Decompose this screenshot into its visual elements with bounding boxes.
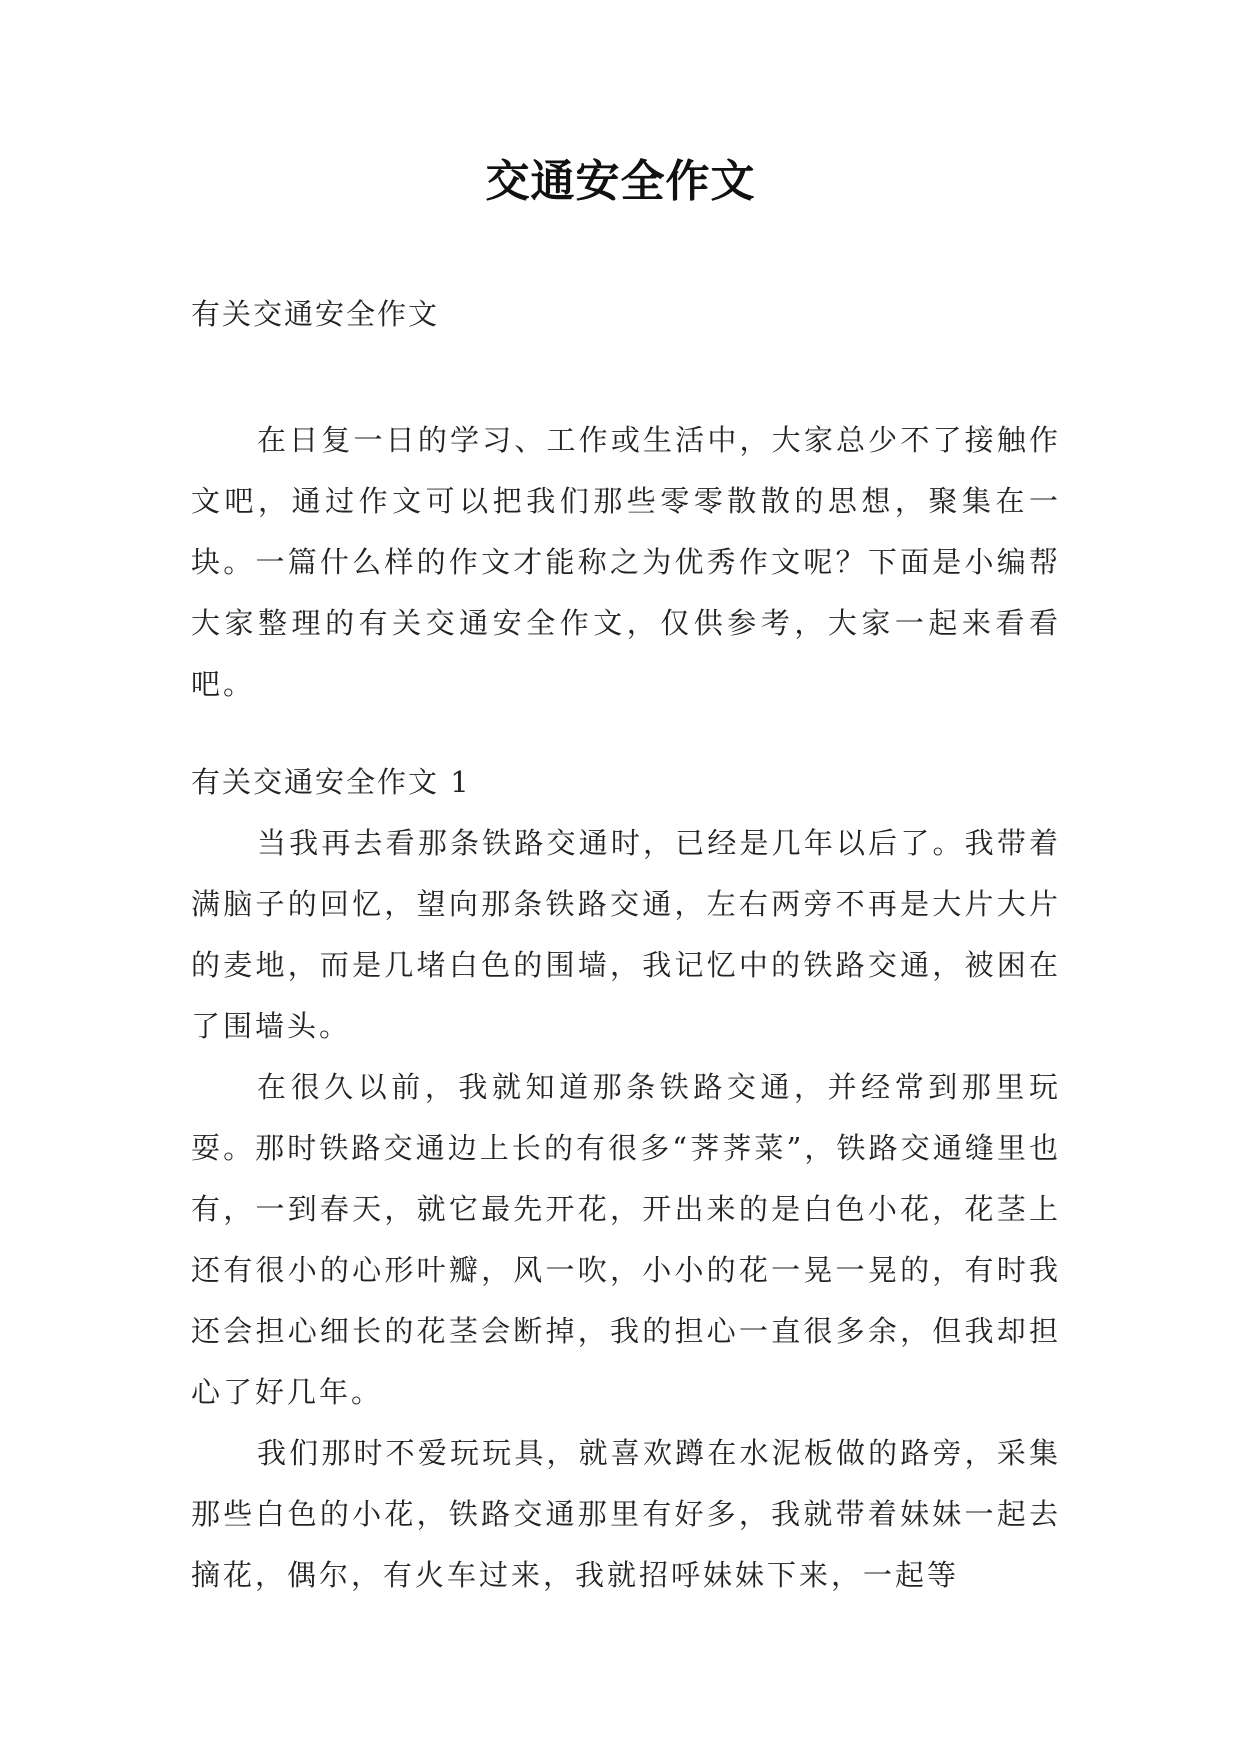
- essay-paragraph: 在很久以前，我就知道那条铁路交通，并经常到那里玩耍。那时铁路交通边上长的有很多“荠荠菜”，铁路交通缝里也有，一到春天，就它最先开花，开出来的是白色小花，花茎上还有很小的心形叶瓣，风一吹，小小的花一晃一晃的，有时我还会担心细长的花茎会断掉，我的担心一直很多余，但我却担心了好几年。: [191, 1070, 1061, 1409]
- section-heading: 有关交通安全作文 1: [191, 765, 471, 799]
- page-title: 交通安全作文: [485, 156, 756, 207]
- intro-paragraph: 在日复一日的学习、工作或生活中，大家总少不了接触作文吧，通过作文可以把我们那些零零散散的思想，聚集在一块。一篇什么样的作文才能称之为优秀作文呢？下面是小编帮大家整理的有关交通安全作文，仅供参考，大家一起来看看吧。: [191, 423, 1061, 701]
- essay-paragraph: 当我再去看那条铁路交通时，已经是几年以后了。我带着满脑子的回忆，望向那条铁路交通，左右两旁不再是大片大片的麦地，而是几堵白色的围墙，我记忆中的铁路交通，被困在了围墙头。: [191, 826, 1061, 1043]
- essay-paragraph: 我们那时不爱玩玩具，就喜欢蹲在水泥板做的路旁，采集那些白色的小花，铁路交通那里有好多，我就带着妹妹一起去摘花，偶尔，有火车过来，我就招呼妹妹下来，一起等: [191, 1436, 1061, 1592]
- document-subtitle: 有关交通安全作文: [191, 297, 440, 331]
- essay-body: [191, 813, 1061, 1606]
